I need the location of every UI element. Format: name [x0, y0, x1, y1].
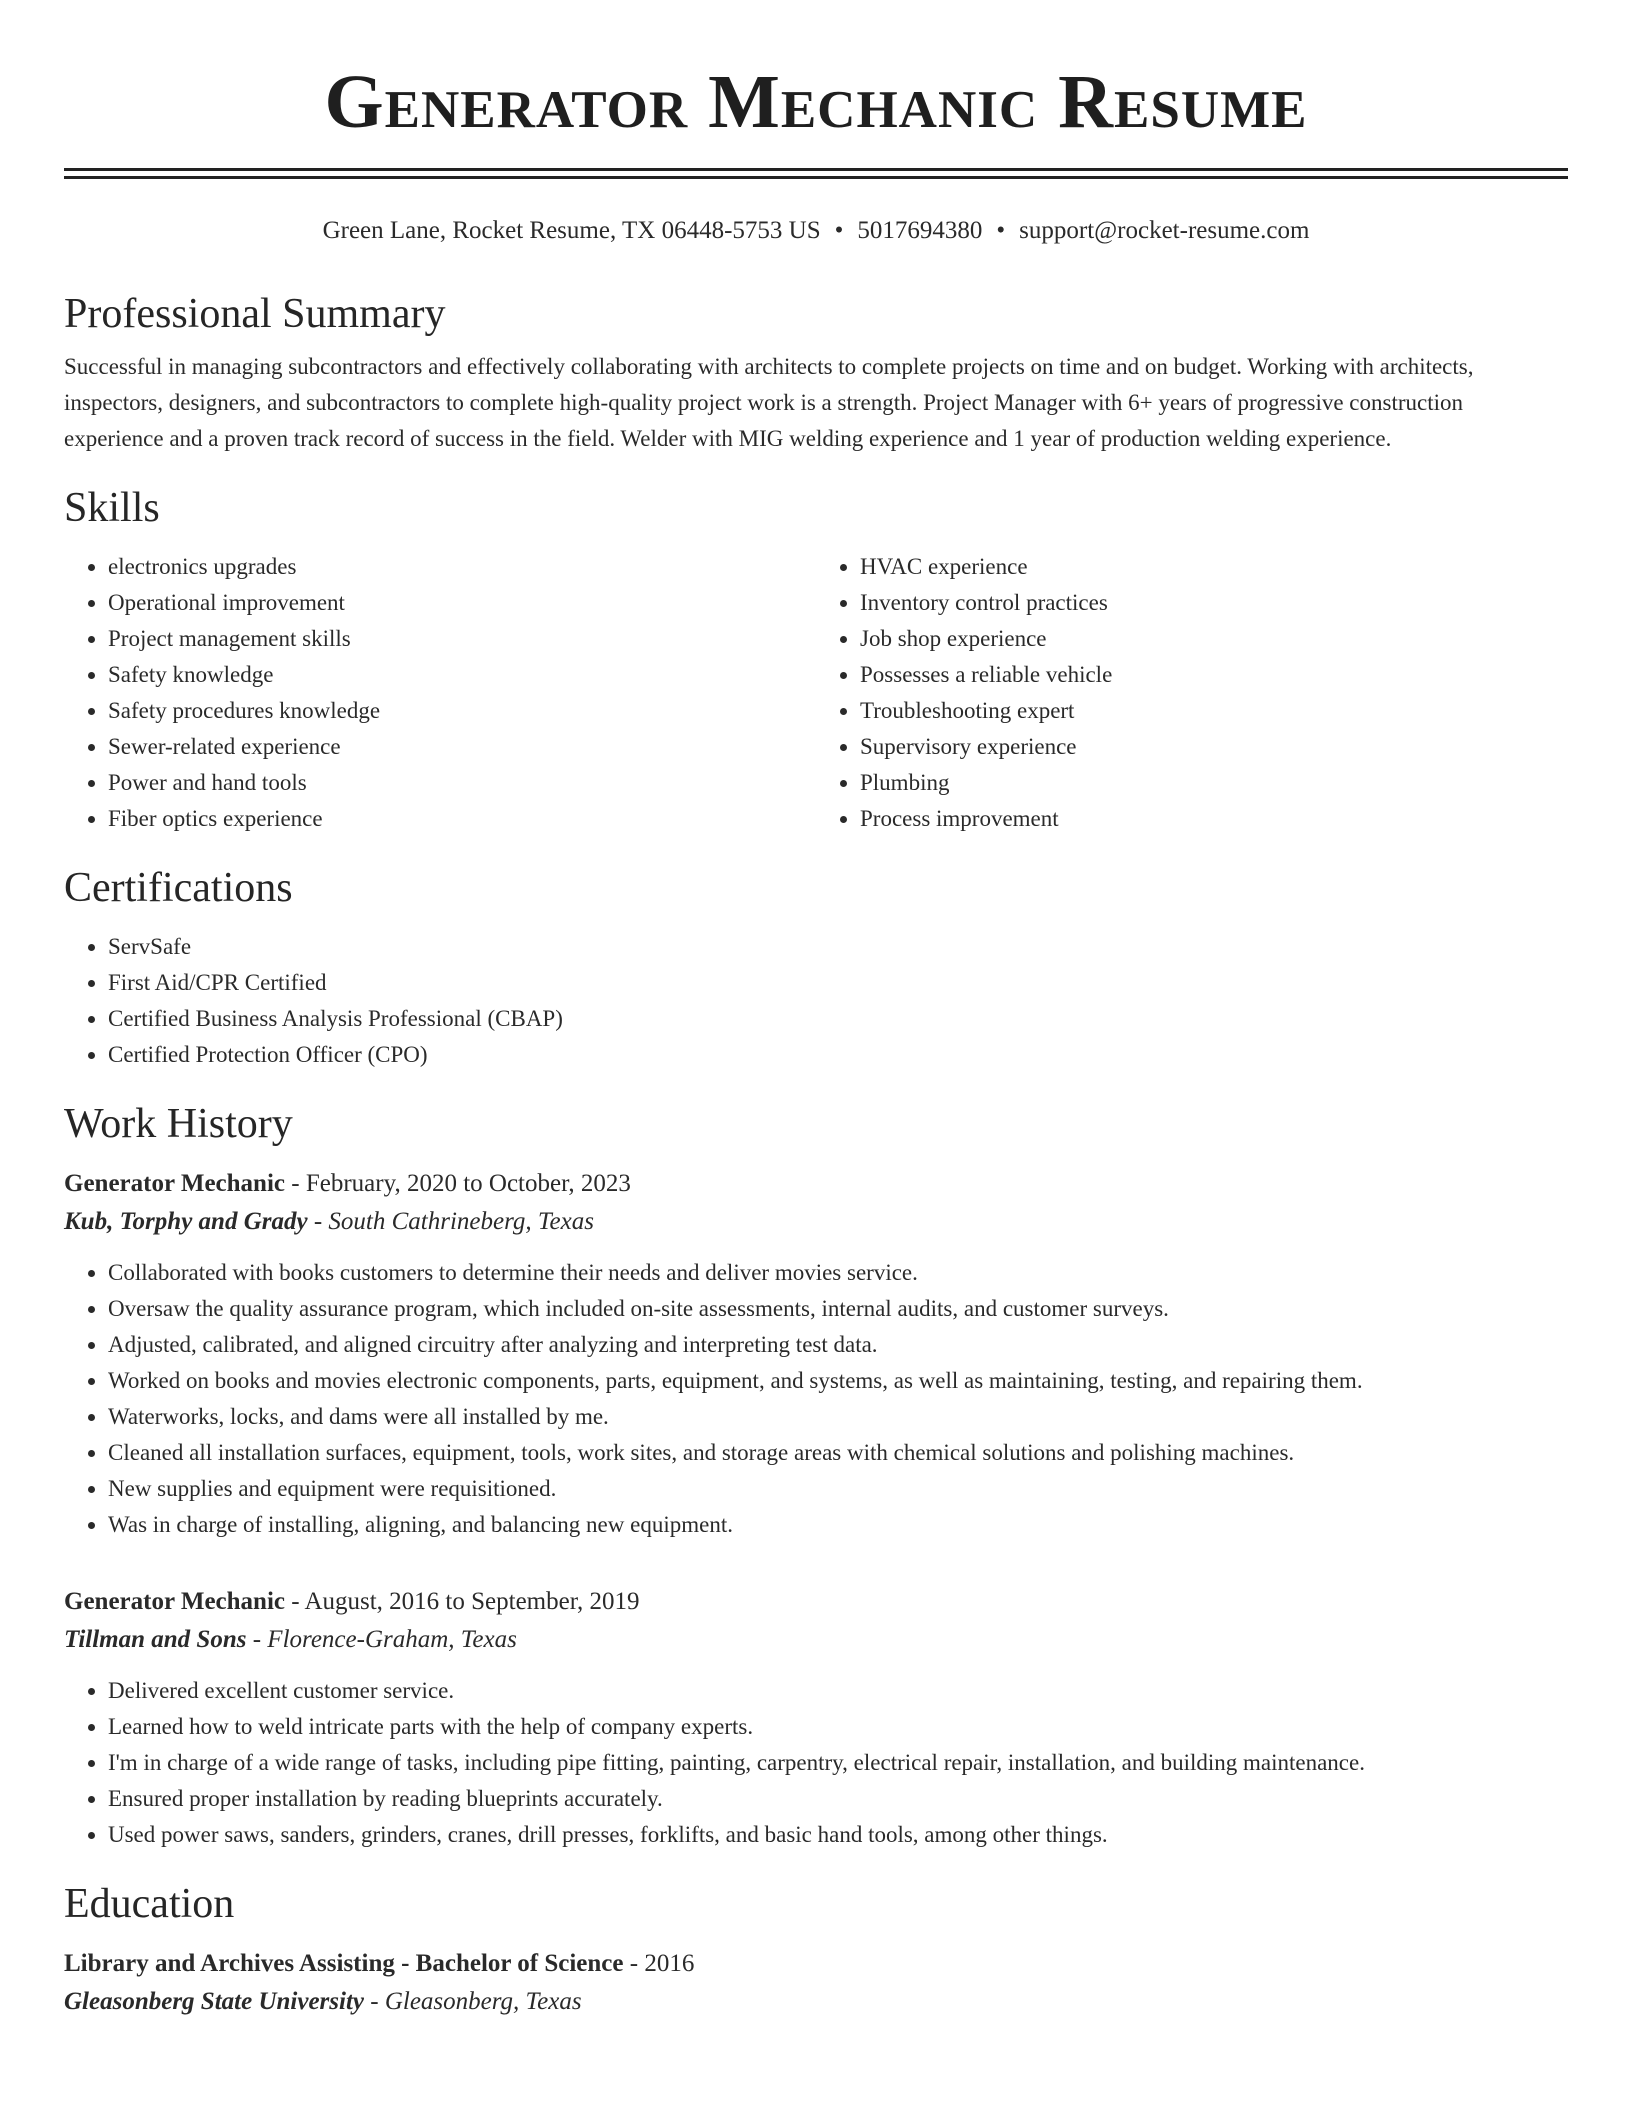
job-header [64, 1583, 1568, 1621]
certification-item: • First Aid/CPR Certified [108, 965, 1568, 1001]
skill-item: • Sewer-related experience [108, 729, 816, 765]
job-entry [64, 1165, 1568, 1543]
resume-title: Generator Mechanic Resume [324, 60, 1308, 144]
education-section [64, 1879, 1568, 2021]
certifications-heading: Certifications [64, 865, 293, 911]
skill-item: • electronics upgrades [108, 549, 816, 585]
job-duty: • New supplies and equipment were requisitioned. [108, 1471, 1568, 1507]
job-duty: • Worked on books and movies electronic components, parts, equipment, and systems, as well as maintaining, testing, and repairing them. [108, 1363, 1568, 1399]
education-school: Gleasonberg State University [64, 1988, 364, 2015]
job-duty: • I'm in charge of a wide range of tasks, including pipe fitting, painting, carpentry, electrical repair, installation, and building maintenance. [108, 1745, 1568, 1781]
certification-item: • Certified Business Analysis Professional (CBAP) [108, 1001, 1568, 1037]
certifications-list [64, 929, 1568, 1073]
skill-item: • Fiber optics experience [108, 801, 816, 837]
skill-item: • Job shop experience [860, 621, 1568, 657]
job-duty: • Delivered excellent customer service. [108, 1673, 1568, 1709]
contact-phone: 5017694380 [857, 217, 983, 244]
job-duty: • Collaborated with books customers to determine their needs and deliver movies service. [108, 1255, 1568, 1291]
education-degree-line [64, 1945, 1568, 1983]
skills-heading: Skills [64, 485, 160, 531]
skill-item: • Plumbing [860, 765, 1568, 801]
job-duty: • Used power saws, sanders, grinders, cranes, drill presses, forklifts, and basic hand tools, among other things. [108, 1817, 1568, 1853]
contact-line [64, 215, 1568, 247]
summary-section [64, 289, 1568, 457]
job-duty: • Cleaned all installation surfaces, equipment, tools, work sites, and storage areas with chemical solutions and polishing machines. [108, 1435, 1568, 1471]
skill-item: • Troubleshooting expert [860, 693, 1568, 729]
work-history-section [64, 1099, 1568, 1853]
contact-separator: • [834, 217, 844, 244]
summary-text: Successful in managing subcontractors and effectively collaborating with architects to complete projects on time and on budget. Working with architects, inspectors, designers, and subcontractors to complete high-quality project work is a strength. Project Manager with 6+ years of progressive construction experience and a proven track record of success in the field. Welder with MIG welding experience and 1 year of production welding experience. [64, 354, 1474, 451]
job-duty: • Ensured proper installation by reading blueprints accurately. [108, 1781, 1568, 1817]
skills-list-left [64, 549, 816, 837]
education-school-line [64, 1983, 1568, 2021]
title-divider-top [64, 168, 1568, 171]
job-company: Tillman and Sons [64, 1626, 247, 1653]
education-heading: Education [64, 1881, 235, 1927]
job-employer [64, 1203, 1568, 1241]
certification-item: • ServSafe [108, 929, 1568, 965]
contact-separator: • [996, 217, 1006, 244]
job-company: Kub, Torphy and Grady [64, 1208, 308, 1235]
job-duties-list [64, 1673, 1568, 1853]
certification-item: • Certified Protection Officer (CPO) [108, 1037, 1568, 1073]
skills-section [64, 483, 1568, 837]
job-duty: • Waterworks, locks, and dams were all installed by me. [108, 1399, 1568, 1435]
skill-item: • HVAC experience [860, 549, 1568, 585]
job-title: Generator Mechanic [64, 1588, 285, 1615]
education-degree: Library and Archives Assisting - Bachelor of Science [64, 1950, 624, 1977]
skill-item: • Project management skills [108, 621, 816, 657]
job-duty: • Adjusted, calibrated, and aligned circuitry after analyzing and interpreting test data. [108, 1327, 1568, 1363]
title-divider-bottom [64, 176, 1568, 179]
job-duties-list [64, 1255, 1568, 1543]
certifications-section [64, 863, 1568, 1073]
contact-address: Green Lane, Rocket Resume, TX 06448-5753 US [322, 217, 821, 244]
skill-item: • Safety knowledge [108, 657, 816, 693]
skill-item: • Supervisory experience [860, 729, 1568, 765]
job-duty: • Was in charge of installing, aligning, and balancing new equipment. [108, 1507, 1568, 1543]
job-dates: - August, 2016 to September, 2019 [285, 1588, 640, 1615]
job-duty: • Oversaw the quality assurance program, which included on-site assessments, internal audits, and customer surveys. [108, 1291, 1568, 1327]
skill-item: • Safety procedures knowledge [108, 693, 816, 729]
skill-item: • Process improvement [860, 801, 1568, 837]
education-location: - Gleasonberg, Texas [364, 1988, 582, 2015]
job-duty: • Learned how to weld intricate parts with the help of company experts. [108, 1709, 1568, 1745]
job-title: Generator Mechanic [64, 1170, 285, 1197]
skill-item: • Power and hand tools [108, 765, 816, 801]
work-history-heading: Work History [64, 1101, 293, 1147]
contact-email: support@rocket-resume.com [1019, 217, 1310, 244]
skills-list-right [816, 549, 1568, 837]
job-location: - South Cathrineberg, Texas [307, 1208, 594, 1235]
job-dates: - February, 2020 to October, 2023 [285, 1170, 631, 1197]
education-year: - 2016 [623, 1950, 695, 1977]
summary-heading: Professional Summary [64, 291, 446, 337]
skill-item: • Operational improvement [108, 585, 816, 621]
skill-item: • Possesses a reliable vehicle [860, 657, 1568, 693]
job-header [64, 1165, 1568, 1203]
job-employer [64, 1621, 1568, 1659]
job-location: - Florence-Graham, Texas [246, 1626, 517, 1653]
skill-item: • Inventory control practices [860, 585, 1568, 621]
job-entry [64, 1583, 1568, 1853]
